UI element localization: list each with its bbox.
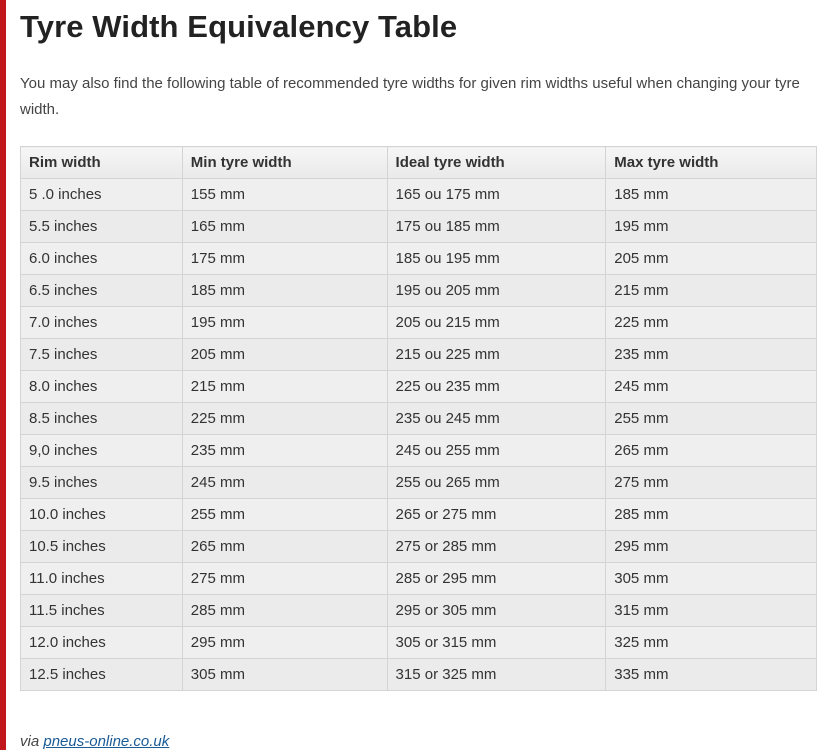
- cell-rim-width: 5 .0 inches: [21, 179, 183, 211]
- cell-min-tyre-width: 305 mm: [182, 659, 387, 691]
- cell-ideal-tyre-width: 315 or 325 mm: [387, 659, 606, 691]
- cell-min-tyre-width: 205 mm: [182, 339, 387, 371]
- cell-ideal-tyre-width: 175 ou 185 mm: [387, 211, 606, 243]
- cell-ideal-tyre-width: 215 ou 225 mm: [387, 339, 606, 371]
- cell-min-tyre-width: 265 mm: [182, 531, 387, 563]
- cell-rim-width: 6.5 inches: [21, 275, 183, 307]
- cell-max-tyre-width: 205 mm: [606, 243, 817, 275]
- table-row: [21, 403, 817, 435]
- table-row: [21, 435, 817, 467]
- cell-min-tyre-width: 165 mm: [182, 211, 387, 243]
- table-row: [21, 627, 817, 659]
- cell-ideal-tyre-width: 265 or 275 mm: [387, 499, 606, 531]
- source-prefix: via: [20, 733, 40, 750]
- header-rim-width: Rim width: [21, 147, 183, 179]
- cell-rim-width: 7.0 inches: [21, 307, 183, 339]
- source-link[interactable]: pneus-online.co.uk: [43, 733, 170, 750]
- cell-ideal-tyre-width: 185 ou 195 mm: [387, 243, 606, 275]
- table-row: [21, 371, 817, 403]
- table-row: [21, 499, 817, 531]
- cell-ideal-tyre-width: 275 or 285 mm: [387, 531, 606, 563]
- table-row: [21, 467, 817, 499]
- table-row: [21, 531, 817, 563]
- header-min-tyre-width: Min tyre width: [182, 147, 387, 179]
- cell-max-tyre-width: 325 mm: [606, 627, 817, 659]
- cell-max-tyre-width: 235 mm: [606, 339, 817, 371]
- cell-min-tyre-width: 245 mm: [182, 467, 387, 499]
- cell-max-tyre-width: 315 mm: [606, 595, 817, 627]
- table-row: [21, 275, 817, 307]
- table-row: [21, 595, 817, 627]
- table-header-row: [21, 147, 817, 179]
- page-title: Tyre Width Equivalency Table: [20, 9, 458, 44]
- cell-max-tyre-width: 195 mm: [606, 211, 817, 243]
- cell-max-tyre-width: 255 mm: [606, 403, 817, 435]
- intro-paragraph: You may also find the following table of recommended tyre widths for given rim widths useful when changing your tyre width.: [20, 75, 800, 118]
- table-row: [21, 659, 817, 691]
- cell-min-tyre-width: 275 mm: [182, 563, 387, 595]
- header-max-tyre-width: Max tyre width: [606, 147, 817, 179]
- cell-max-tyre-width: 245 mm: [606, 371, 817, 403]
- cell-min-tyre-width: 195 mm: [182, 307, 387, 339]
- cell-rim-width: 11.5 inches: [21, 595, 183, 627]
- cell-min-tyre-width: 185 mm: [182, 275, 387, 307]
- cell-rim-width: 5.5 inches: [21, 211, 183, 243]
- cell-max-tyre-width: 265 mm: [606, 435, 817, 467]
- cell-rim-width: 9.5 inches: [21, 467, 183, 499]
- cell-rim-width: 6.0 inches: [21, 243, 183, 275]
- cell-min-tyre-width: 295 mm: [182, 627, 387, 659]
- cell-min-tyre-width: 285 mm: [182, 595, 387, 627]
- cell-ideal-tyre-width: 165 ou 175 mm: [387, 179, 606, 211]
- cell-max-tyre-width: 275 mm: [606, 467, 817, 499]
- cell-rim-width: 12.0 inches: [21, 627, 183, 659]
- cell-ideal-tyre-width: 225 ou 235 mm: [387, 371, 606, 403]
- cell-ideal-tyre-width: 295 or 305 mm: [387, 595, 606, 627]
- cell-min-tyre-width: 175 mm: [182, 243, 387, 275]
- table-row: [21, 243, 817, 275]
- tyre-width-table: [20, 146, 817, 691]
- accent-bar: [0, 0, 6, 750]
- table-row: [21, 211, 817, 243]
- cell-max-tyre-width: 225 mm: [606, 307, 817, 339]
- cell-min-tyre-width: 235 mm: [182, 435, 387, 467]
- table-row: [21, 179, 817, 211]
- cell-ideal-tyre-width: 195 ou 205 mm: [387, 275, 606, 307]
- cell-rim-width: 7.5 inches: [21, 339, 183, 371]
- cell-min-tyre-width: 155 mm: [182, 179, 387, 211]
- cell-min-tyre-width: 215 mm: [182, 371, 387, 403]
- header-ideal-tyre-width: Ideal tyre width: [387, 147, 606, 179]
- cell-rim-width: 11.0 inches: [21, 563, 183, 595]
- table-row: [21, 339, 817, 371]
- cell-max-tyre-width: 215 mm: [606, 275, 817, 307]
- cell-rim-width: 8.0 inches: [21, 371, 183, 403]
- cell-max-tyre-width: 285 mm: [606, 499, 817, 531]
- cell-ideal-tyre-width: 245 ou 255 mm: [387, 435, 606, 467]
- cell-rim-width: 10.5 inches: [21, 531, 183, 563]
- cell-ideal-tyre-width: 305 or 315 mm: [387, 627, 606, 659]
- cell-max-tyre-width: 335 mm: [606, 659, 817, 691]
- cell-max-tyre-width: 295 mm: [606, 531, 817, 563]
- cell-min-tyre-width: 225 mm: [182, 403, 387, 435]
- cell-ideal-tyre-width: 285 or 295 mm: [387, 563, 606, 595]
- table-row: [21, 563, 817, 595]
- cell-ideal-tyre-width: 235 ou 245 mm: [387, 403, 606, 435]
- source-attribution: [20, 733, 169, 750]
- cell-ideal-tyre-width: 205 ou 215 mm: [387, 307, 606, 339]
- cell-rim-width: 9,0 inches: [21, 435, 183, 467]
- cell-min-tyre-width: 255 mm: [182, 499, 387, 531]
- cell-rim-width: 10.0 inches: [21, 499, 183, 531]
- cell-rim-width: 12.5 inches: [21, 659, 183, 691]
- cell-max-tyre-width: 185 mm: [606, 179, 817, 211]
- cell-ideal-tyre-width: 255 ou 265 mm: [387, 467, 606, 499]
- table-row: [21, 307, 817, 339]
- cell-rim-width: 8.5 inches: [21, 403, 183, 435]
- cell-max-tyre-width: 305 mm: [606, 563, 817, 595]
